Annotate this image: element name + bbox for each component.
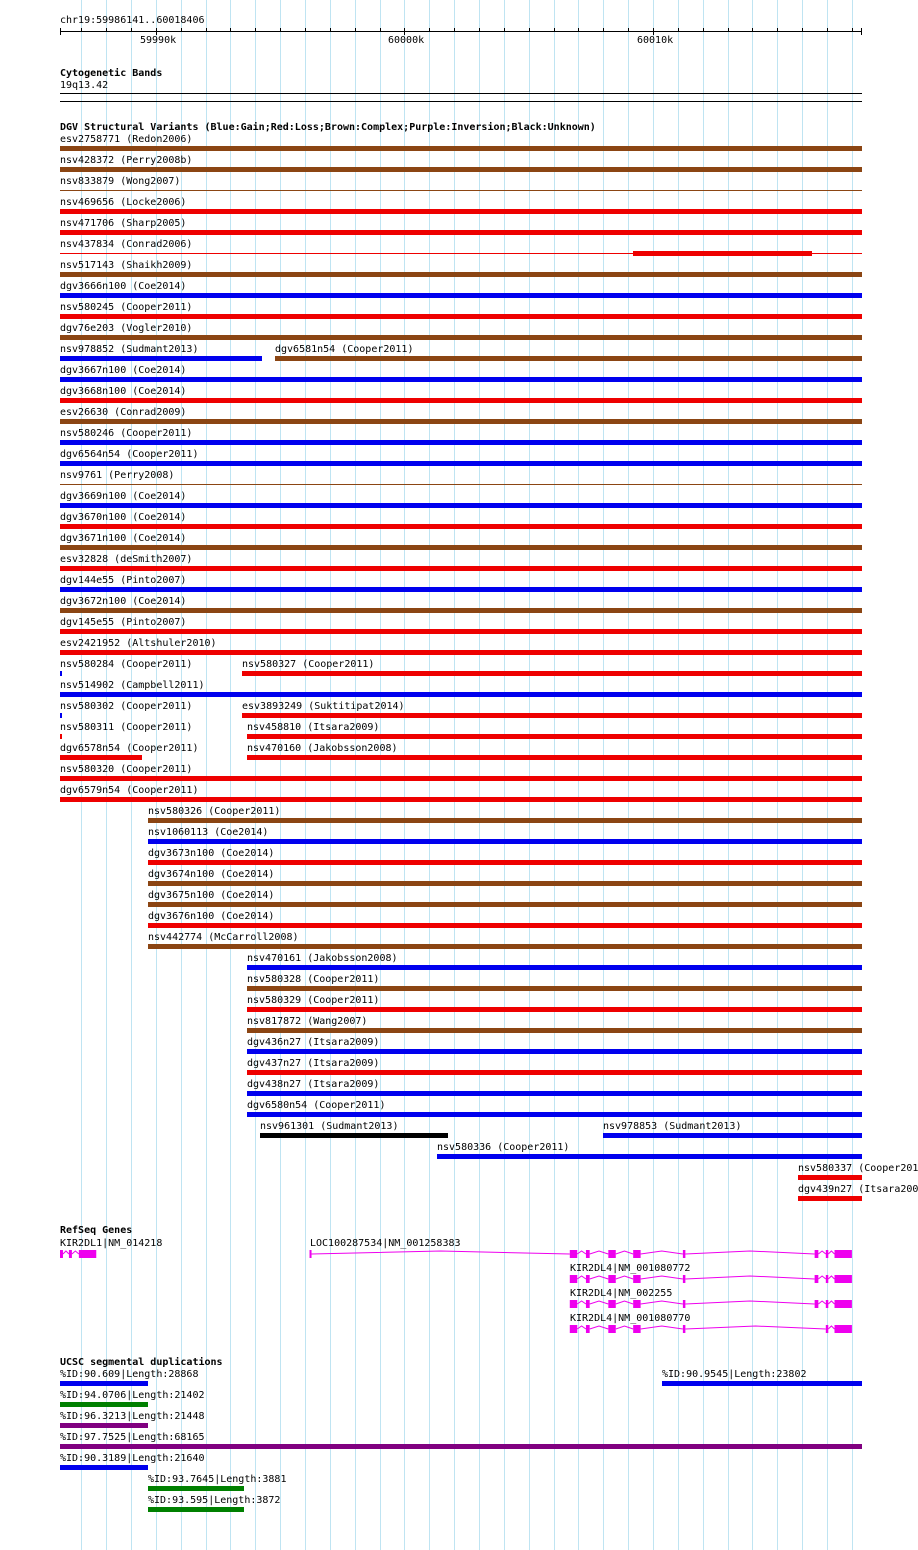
gene-exon: [608, 1250, 615, 1258]
gene-intron: [828, 1326, 834, 1329]
variant-bar: [60, 209, 862, 214]
segdup-label: %ID:96.3213|Length:21448: [60, 1411, 205, 1422]
variant-label: nsv580328 (Cooper2011): [247, 974, 380, 985]
variant-bar: [60, 335, 862, 340]
variant-label: nsv961301 (Sudmant2013): [260, 1121, 399, 1132]
ruler-minor-tick: [355, 28, 356, 32]
gene-exon: [586, 1300, 590, 1308]
ruler-minor-tick: [504, 28, 505, 32]
cytoband-line-upper: [60, 93, 862, 94]
ruler-minor-tick: [280, 28, 281, 32]
variant-bar: [242, 713, 862, 718]
variant-bar: [148, 881, 862, 886]
variant-bar: [60, 608, 862, 613]
gene-exon: [608, 1325, 615, 1333]
ruler-minor-tick: [230, 28, 231, 32]
segdup-label: %ID:90.3189|Length:21640: [60, 1453, 205, 1464]
gene-label: KIR2DL4|NM_001080772: [570, 1263, 691, 1274]
refseq-track-title: RefSeq Genes: [60, 1225, 133, 1236]
ruler-tick-label: 60000k: [388, 35, 425, 46]
variant-bar: [60, 167, 862, 172]
gene-intron: [590, 1326, 609, 1329]
ruler-minor-tick: [678, 28, 679, 32]
ruler-minor-tick: [106, 28, 107, 32]
variant-bar: [60, 484, 862, 485]
gene-exon: [815, 1250, 819, 1258]
gene-exon: [683, 1250, 685, 1258]
dgv-track-title: DGV Structural Variants (Blue:Gain;Red:Loss;Brown:Complex;Purple:Inversion;Black:Unknown): [60, 122, 596, 133]
gene-exon: [683, 1325, 685, 1333]
ruler-major-tick: [156, 28, 157, 35]
gene-intron: [818, 1251, 825, 1254]
gene-exon: [608, 1300, 615, 1308]
gene-exon: [835, 1275, 852, 1283]
variant-label: nsv470161 (Jakobsson2008): [247, 953, 398, 964]
variant-label: esv32828 (deSmith2007): [60, 554, 193, 565]
variant-label: esv2758771 (Redon2006): [60, 134, 193, 145]
variant-bar: [60, 776, 862, 781]
variant-bar: [275, 356, 862, 361]
variant-label: dgv3671n100 (Coe2014): [60, 533, 187, 544]
ruler-end-tick: [861, 28, 862, 35]
variant-bar: [60, 461, 862, 466]
gene-exon: [570, 1275, 577, 1283]
position-label: chr19:59986141..60018406: [60, 15, 205, 26]
variant-bar: [60, 587, 862, 592]
variant-bar: [60, 293, 862, 298]
variant-bar: [60, 524, 862, 529]
variant-bar: [60, 650, 862, 655]
variant-label: nsv580246 (Cooper2011): [60, 428, 193, 439]
variant-bar: [60, 566, 862, 571]
variant-label: dgv6580n54 (Cooper2011): [247, 1100, 386, 1111]
variant-label: dgv436n27 (Itsara2009): [247, 1037, 380, 1048]
gene-exon: [586, 1325, 590, 1333]
variant-label: dgv6581n54 (Cooper2011): [275, 344, 414, 355]
variant-label: nsv580245 (Cooper2011): [60, 302, 193, 313]
variant-label: dgv3666n100 (Coe2014): [60, 281, 187, 292]
gene-intron: [641, 1276, 683, 1279]
gene-exon: [633, 1250, 640, 1258]
gene-intron: [828, 1276, 834, 1279]
ruler-tick-label: 59990k: [140, 35, 177, 46]
segdup-label: %ID:94.0706|Length:21402: [60, 1390, 205, 1401]
cytoband-track-title: Cytogenetic Bands: [60, 68, 163, 79]
gene-exon: [835, 1300, 852, 1308]
variant-bar: [633, 251, 812, 256]
gene-intron: [828, 1251, 834, 1254]
variant-bar: [148, 860, 862, 865]
variant-bar: [247, 1112, 862, 1117]
gene-intron: [685, 1251, 814, 1254]
variant-label: nsv580329 (Cooper2011): [247, 995, 380, 1006]
gene-label: KIR2DL4|NM_002255: [570, 1288, 673, 1299]
gene-exon: [633, 1275, 640, 1283]
gene-intron: [685, 1276, 814, 1279]
ruler-major-tick: [653, 28, 654, 35]
ruler-minor-tick: [181, 28, 182, 32]
variant-label: dgv6578n54 (Cooper2011): [60, 743, 199, 754]
segdup-label: %ID:93.7645|Length:3881: [148, 1474, 287, 1485]
variant-label: esv3893249 (Suktitipat2014): [242, 701, 405, 712]
variant-bar: [148, 902, 862, 907]
gene-exon: [586, 1250, 590, 1258]
variant-bar: [247, 734, 862, 739]
segdup-bar: [60, 1381, 148, 1386]
variant-label: dgv3668n100 (Coe2014): [60, 386, 187, 397]
variant-label: nsv833879 (Wong2007): [60, 176, 181, 187]
gene-intron: [63, 1251, 69, 1254]
gene-intron: [590, 1276, 609, 1279]
variant-label: dgv144e55 (Pinto2007): [60, 575, 187, 586]
ruler-minor-tick: [728, 28, 729, 32]
segdup-bar: [148, 1486, 244, 1491]
variant-bar: [148, 818, 862, 823]
variant-bar: [242, 671, 862, 676]
variant-label: nsv470160 (Jakobsson2008): [247, 743, 398, 754]
variant-bar: [60, 146, 862, 151]
variant-label: dgv76e203 (Vogler2010): [60, 323, 193, 334]
gene-intron: [641, 1326, 683, 1329]
variant-bar: [60, 272, 862, 277]
gene-exon: [69, 1250, 72, 1258]
segdup-track-title: UCSC segmental duplications: [60, 1357, 223, 1368]
variant-bar: [260, 1133, 448, 1138]
segdup-bar: [60, 1423, 148, 1428]
variant-bar: [60, 230, 862, 235]
variant-label: nsv817872 (Wang2007): [247, 1016, 368, 1027]
ruler-minor-tick: [479, 28, 480, 32]
variant-bar: [60, 734, 62, 739]
gene-label: KIR2DL1|NM_014218: [60, 1238, 163, 1249]
gene-intron: [590, 1301, 609, 1304]
segdup-bar: [60, 1444, 862, 1449]
ruler-major-tick: [404, 28, 405, 35]
variant-label: nsv580284 (Cooper2011): [60, 659, 193, 670]
variant-label: dgv6564n54 (Cooper2011): [60, 449, 199, 460]
gene-exon: [586, 1275, 590, 1283]
segdup-label: %ID:97.7525|Length:68165: [60, 1432, 205, 1443]
variant-label: nsv469656 (Locke2006): [60, 197, 187, 208]
gene-exon: [570, 1325, 577, 1333]
variant-label: dgv437n27 (Itsara2009): [247, 1058, 380, 1069]
cytoband-label: 19q13.42: [60, 80, 109, 91]
variant-label: dgv6579n54 (Cooper2011): [60, 785, 199, 796]
gene-exon: [633, 1300, 640, 1308]
variant-bar: [60, 440, 862, 445]
gene-intron: [616, 1251, 633, 1254]
gene-exon: [835, 1250, 852, 1258]
ruler-minor-tick: [703, 28, 704, 32]
variant-bar: [247, 1070, 862, 1075]
ruler-minor-tick: [429, 28, 430, 32]
variant-label: dgv3673n100 (Coe2014): [148, 848, 275, 859]
variant-label: nsv1060113 (Coe2014): [148, 827, 269, 838]
ruler-minor-tick: [578, 28, 579, 32]
variant-bar: [247, 986, 862, 991]
variant-label: nsv437834 (Conrad2006): [60, 239, 193, 250]
variant-label: dgv3670n100 (Coe2014): [60, 512, 187, 523]
variant-label: esv26630 (Conrad2009): [60, 407, 187, 418]
gene-label: LOC100287534|NM_001258383: [310, 1238, 461, 1249]
ruler-minor-tick: [554, 28, 555, 32]
ruler-minor-tick: [827, 28, 828, 32]
ruler-minor-tick: [81, 28, 82, 32]
variant-label: nsv580327 (Cooper2011): [242, 659, 375, 670]
segdup-bar: [662, 1381, 862, 1386]
gene-intron: [818, 1276, 825, 1279]
gene-intron: [616, 1326, 633, 1329]
ruler-minor-tick: [777, 28, 778, 32]
variant-bar: [148, 839, 862, 844]
variant-bar: [60, 797, 862, 802]
variant-label: nsv978853 (Sudmant2013): [603, 1121, 742, 1132]
variant-label: nsv580336 (Cooper2011): [437, 1142, 570, 1153]
gene-exon: [835, 1325, 852, 1333]
segdup-label: %ID:93.595|Length:3872: [148, 1495, 281, 1506]
ruler-minor-tick: [529, 28, 530, 32]
ruler-end-tick: [60, 28, 61, 35]
segdup-bar: [148, 1507, 244, 1512]
ruler-minor-tick: [131, 28, 132, 32]
gene-exon: [608, 1275, 615, 1283]
gene-intron: [685, 1326, 825, 1329]
gene-intron: [590, 1251, 609, 1254]
variant-bar: [247, 1007, 862, 1012]
variant-label: dgv145e55 (Pinto2007): [60, 617, 187, 628]
variant-label: dgv3674n100 (Coe2014): [148, 869, 275, 880]
gene-intron: [818, 1301, 825, 1304]
variant-bar: [247, 1091, 862, 1096]
gene-exon: [310, 1250, 312, 1258]
variant-label: nsv517143 (Shaikh2009): [60, 260, 193, 271]
gene-intron: [616, 1276, 633, 1279]
variant-bar: [247, 1049, 862, 1054]
variant-bar: [60, 545, 862, 550]
cytoband-line-lower: [60, 101, 862, 102]
gene-intron: [685, 1301, 814, 1304]
variant-label: nsv978852 (Sudmant2013): [60, 344, 199, 355]
variant-bar: [60, 755, 142, 760]
gene-intron: [641, 1251, 683, 1254]
gene-intron: [616, 1301, 633, 1304]
variant-bar: [148, 944, 862, 949]
variant-label: esv2421952 (Altshuler2010): [60, 638, 217, 649]
ruler-minor-tick: [603, 28, 604, 32]
ruler-minor-tick: [206, 28, 207, 32]
variant-label: nsv580337 (Cooper201: [798, 1163, 918, 1174]
gene-exon: [570, 1250, 577, 1258]
variant-bar: [247, 965, 862, 970]
variant-bar: [798, 1196, 862, 1201]
variant-label: nsv514902 (Campbell2011): [60, 680, 205, 691]
ruler-minor-tick: [454, 28, 455, 32]
variant-label: dgv3667n100 (Coe2014): [60, 365, 187, 376]
variant-label: dgv439n27 (Itsara200: [798, 1184, 918, 1195]
variant-bar: [247, 1028, 862, 1033]
gene-exon: [815, 1275, 819, 1283]
gene-intron: [72, 1251, 79, 1254]
variant-bar: [60, 377, 862, 382]
gene-intron: [312, 1251, 570, 1254]
gene-exon: [683, 1275, 685, 1283]
ruler-minor-tick: [852, 28, 853, 32]
variant-label: nsv580302 (Cooper2011): [60, 701, 193, 712]
variant-bar: [60, 503, 862, 508]
gene-exon: [683, 1300, 685, 1308]
variant-bar: [60, 629, 862, 634]
variant-label: nsv428372 (Perry2008b): [60, 155, 193, 166]
gene-exon: [570, 1300, 577, 1308]
segdup-bar: [60, 1465, 148, 1470]
variant-label: dgv3675n100 (Coe2014): [148, 890, 275, 901]
variant-bar: [148, 923, 862, 928]
ruler-minor-tick: [380, 28, 381, 32]
ruler-minor-tick: [752, 28, 753, 32]
variant-bar: [60, 692, 862, 697]
gene-exon: [815, 1300, 819, 1308]
variant-bar: [60, 314, 862, 319]
gene-exon: [633, 1325, 640, 1333]
ruler-tick-label: 60010k: [637, 35, 674, 46]
variant-label: nsv471706 (Sharp2005): [60, 218, 187, 229]
variant-bar: [247, 755, 862, 760]
ruler-minor-tick: [628, 28, 629, 32]
variant-bar: [798, 1175, 862, 1180]
ruler-minor-tick: [330, 28, 331, 32]
variant-label: nsv458810 (Itsara2009): [247, 722, 380, 733]
variant-bar: [603, 1133, 862, 1138]
variant-label: dgv438n27 (Itsara2009): [247, 1079, 380, 1090]
gene-intron: [641, 1301, 683, 1304]
variant-label: dgv3672n100 (Coe2014): [60, 596, 187, 607]
variant-label: nsv580320 (Cooper2011): [60, 764, 193, 775]
variant-bar: [60, 419, 862, 424]
variant-label: nsv9761 (Perry2008): [60, 470, 175, 481]
variant-bar: [437, 1154, 862, 1159]
variant-label: nsv442774 (McCarroll2008): [148, 932, 299, 943]
segdup-label: %ID:90.9545|Length:23802: [662, 1369, 807, 1380]
variant-label: nsv580326 (Cooper2011): [148, 806, 281, 817]
variant-bar: [60, 671, 62, 676]
variant-bar: [60, 356, 262, 361]
segdup-label: %ID:90.609|Length:28868: [60, 1369, 199, 1380]
variant-label: nsv580311 (Cooper2011): [60, 722, 193, 733]
variant-label: dgv3676n100 (Coe2014): [148, 911, 275, 922]
ruler-minor-tick: [802, 28, 803, 32]
variant-bar: [60, 713, 62, 718]
gene-exon: [60, 1250, 63, 1258]
gene-label: KIR2DL4|NM_001080770: [570, 1313, 691, 1324]
segdup-bar: [60, 1402, 148, 1407]
variant-bar: [60, 398, 862, 403]
variant-bar: [60, 190, 862, 191]
gene-intron: [828, 1301, 834, 1304]
ruler-minor-tick: [255, 28, 256, 32]
ruler-minor-tick: [305, 28, 306, 32]
variant-label: dgv3669n100 (Coe2014): [60, 491, 187, 502]
